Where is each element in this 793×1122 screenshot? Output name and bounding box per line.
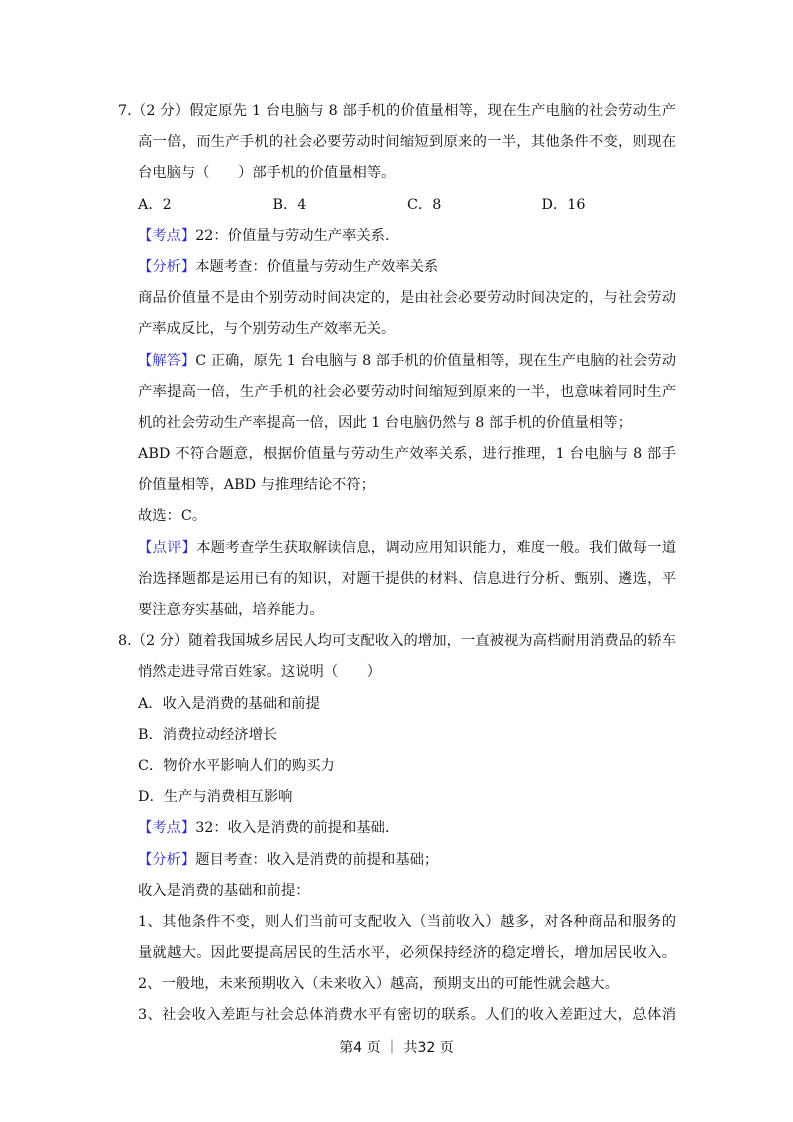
question-text: 台电脑与（ ）部手机的价值量相等。	[138, 165, 396, 182]
fenxi	[138, 845, 676, 876]
option-c: C．物价水平影响人们的购买力	[138, 757, 335, 774]
fenxi-line: 1、其他条件不变，则人们当前可支配收入（当前收入）越多，对各种商品和服务的	[138, 913, 676, 930]
jieda	[138, 346, 676, 377]
fenxi-text: 题目考查：收入是消费的前提和基础；	[195, 851, 439, 868]
option-b: B．消费拉动经济增长	[138, 726, 278, 743]
dianping-line: 治选择题都是运用已有的知识，对题干提供的材料、信息进行分析、甄别、遴选，平	[138, 570, 676, 587]
option-a: A．收入是消费的基础和前提	[138, 695, 320, 712]
dianping-line: 要注意夯实基础，培养能力。	[138, 602, 324, 618]
question-text: 8.（2 分）随着我国城乡居民人均可支配收入的增加，一直被视为高档耐用消费品的轿车	[118, 633, 676, 650]
fenxi-label: 【分析】	[138, 258, 196, 275]
kaodian-text: 22：价值量与劳动生产率关系．	[195, 227, 400, 244]
jieda-text: C 正确，原先 1 台电脑与 8 部手机的价值量相等，现在生产电脑的社会劳动	[195, 352, 676, 369]
options	[138, 190, 676, 221]
fenxi-line: 量就越大。因此要提高居民的生活水平，必须保持经济的稳定增长，增加居民收入。	[138, 945, 676, 962]
fenxi-text: 本题考查：价值量与劳动生产效率关系	[195, 258, 439, 275]
option-d: D．生产与消费相互影响	[138, 789, 293, 806]
option-b: B．4	[272, 196, 307, 213]
question-text: 悄然走进寻常百姓家。这说明（ ）	[138, 664, 382, 681]
kaodian	[138, 221, 676, 252]
dianping	[138, 533, 676, 564]
option-c: C．8	[407, 196, 442, 213]
dianping-label: 【点评】	[138, 539, 197, 556]
jieda-label: 【解答】	[138, 352, 196, 369]
fenxi	[138, 252, 676, 283]
question-8	[0, 626, 793, 1031]
document-page	[0, 96, 793, 1032]
kaodian	[138, 813, 676, 844]
option-d: D．16	[541, 196, 586, 213]
question-text: 7.（2 分）假定原先 1 台电脑与 8 部手机的价值量相等，现在生产电脑的社会劳动生产	[118, 103, 676, 119]
question-text: 高一倍，而生产手机的社会必要劳动时间缩短到原来的一半，其他条件不变，则现在	[138, 134, 676, 151]
fenxi-line: 商品价值量不是由个别劳动时间决定的，是由社会必要劳动时间决定的，与社会劳动	[138, 290, 676, 307]
kaodian-text: 32：收入是消费的前提和基础．	[195, 820, 400, 837]
jieda-line: 机的社会劳动生产率提高一倍，因此 1 台电脑仍然与 8 部手机的价值量相等；	[138, 414, 632, 431]
kaodian-label: 【考点】	[138, 227, 196, 244]
fenxi-label: 【分析】	[138, 851, 196, 868]
option-a: A．2	[138, 196, 172, 213]
page-footer: 第4 页 ｜ 共32 页	[339, 1040, 454, 1056]
fenxi-line: 2、一般地，未来预期收入（未来收入）越高，预期支出的可能性就会越大。	[138, 976, 619, 993]
kaodian-label: 【考点】	[138, 820, 196, 837]
jieda-line: 价值量相等，ABD 与推理结论不符；	[138, 477, 375, 494]
jieda-line: ABD 不符合题意，根据价值量与劳动生产效率关系，进行推理，1 台电脑与 8 部手	[138, 446, 676, 463]
dianping-text: 本题考查学生获取解读信息，调动应用知识能力，难度一般。我们做每一道	[196, 539, 676, 556]
jieda-line: 故选：C。	[138, 508, 207, 525]
fenxi-line: 3、社会收入差距与社会总体消费水平有密切的联系。人们的收入差距过大，总体消	[138, 1007, 676, 1024]
fenxi-line: 产率成反比，与个别劳动生产效率无关。	[138, 321, 396, 338]
jieda-line: 产率提高一倍，生产手机的社会必要劳动时间缩短到原来的一半，也意味着同时生产	[138, 383, 676, 400]
question-7	[0, 96, 793, 626]
fenxi-line: 收入是消费的基础和前提：	[138, 882, 310, 899]
